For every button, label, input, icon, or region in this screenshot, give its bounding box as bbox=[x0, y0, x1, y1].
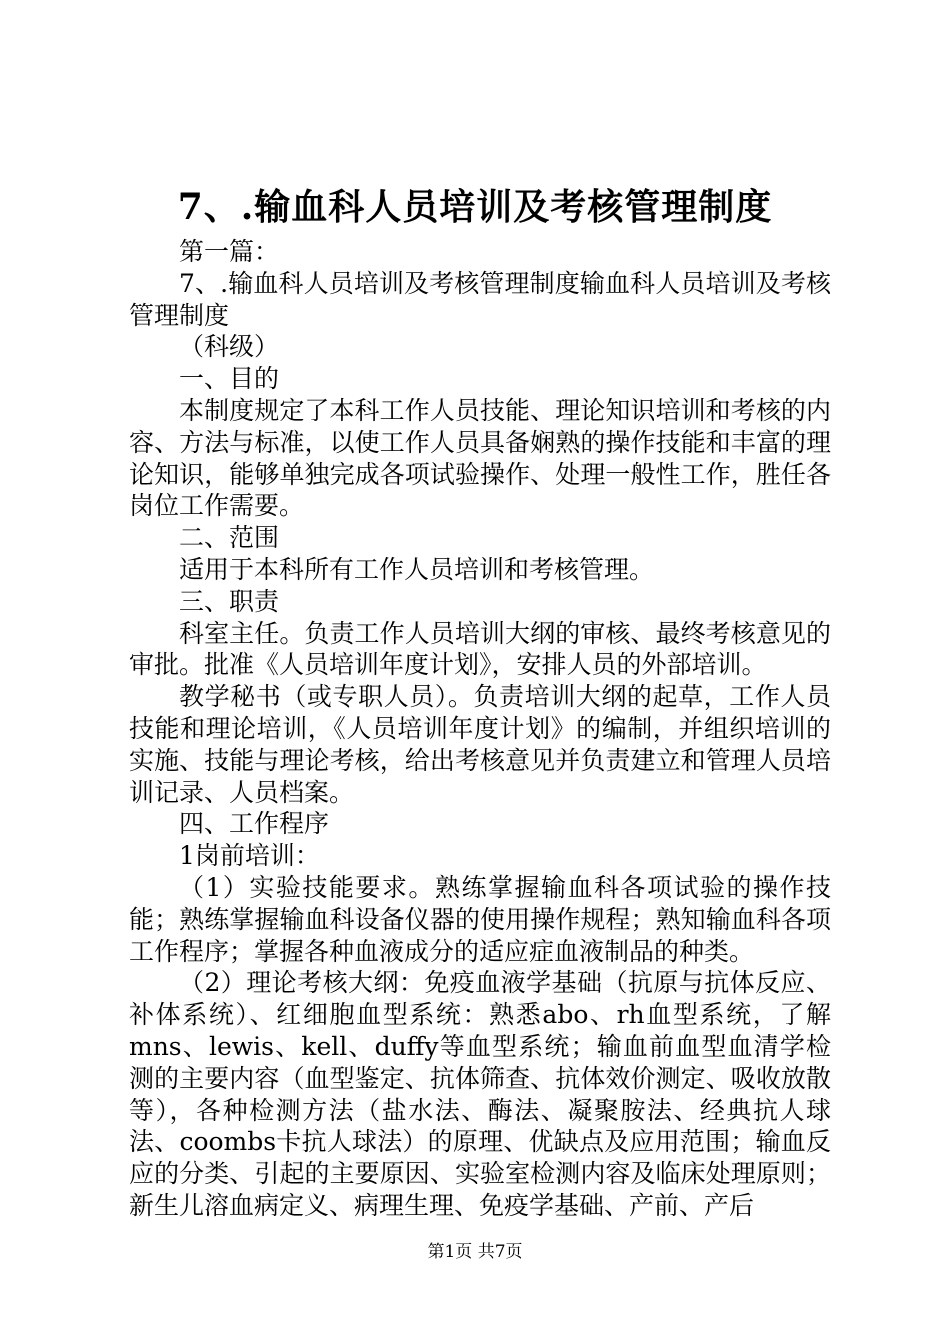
paragraph-director: 科室主任。负责工作人员培训大纲的审核、最终考核意见的审批。批准《人员培训年度计划》，安排人员的外部培训。 bbox=[129, 618, 831, 680]
paragraph-purpose: 本制度规定了本科工作人员技能、理论知识培训和考核的内容、方法与标准，以使工作人员具备娴熟的操作技能和丰富的理论知识，能够单独完成各项试验操作、处理一般性工作，胜任各岗位工作需要。 bbox=[129, 395, 831, 521]
page-footer: 第1页 共7页 bbox=[427, 1242, 523, 1262]
paragraph-section-label: 第一篇： bbox=[179, 237, 280, 266]
paragraph-level: （科级） bbox=[179, 332, 280, 362]
heading-scope: 二、范围 bbox=[179, 523, 280, 553]
paragraph-scope: 适用于本科所有工作人员培训和考核管理。 bbox=[179, 554, 655, 584]
paragraph-doc-heading: 7、.输血科人员培训及考核管理制度输血科人员培训及考核管理制度 bbox=[129, 268, 831, 330]
heading-pre-job-training: 1岗前培训： bbox=[179, 841, 320, 871]
paragraph-secretary: 教学秘书（或专职人员）。负责培训大纲的起草，工作人员技能和理论培训，《人员培训年度计划》的编制，并组织培训的实施、技能与理论考核，给出考核意见并负责建立和管理人员培训记录、人员档案。 bbox=[129, 682, 831, 807]
page-title: 7、.输血科人员培训及考核管理制度 bbox=[177, 186, 773, 228]
heading-responsibilities: 三、职责 bbox=[179, 586, 280, 616]
paragraph-theory-outline: （2）理论考核大纲：免疫血液学基础（抗原与抗体反应、补体系统）、红细胞血型系统：熟悉abo、rh血型系统，了解mns、lewis、kell、duffy等血型系统；输血前血型血清学检测的主要内容（血型鉴定、抗体筛查、抗体效价测定、吸收放散等），各种检测方法（盐水法、酶法、凝聚胺法、经典抗人球法、coombs卡抗人球法）的原理、优缺点及应用范围；输血反应的分类、引起的主要原因、实验室检测内容及临床处理原则；新生儿溶血病定义、病理生理、免疫学基础、产前、产后 bbox=[129, 968, 831, 1220]
paragraph-skill-requirements: （1）实验技能要求。熟练掌握输血科各项试验的操作技能；熟练掌握输血科设备仪器的使用操作规程；熟知输血科各项工作程序；掌握各种血液成分的适应症血液制品的种类。 bbox=[129, 872, 831, 966]
heading-purpose: 一、目的 bbox=[179, 364, 280, 394]
document-body bbox=[129, 236, 831, 1222]
heading-procedure: 四、工作程序 bbox=[179, 809, 330, 839]
